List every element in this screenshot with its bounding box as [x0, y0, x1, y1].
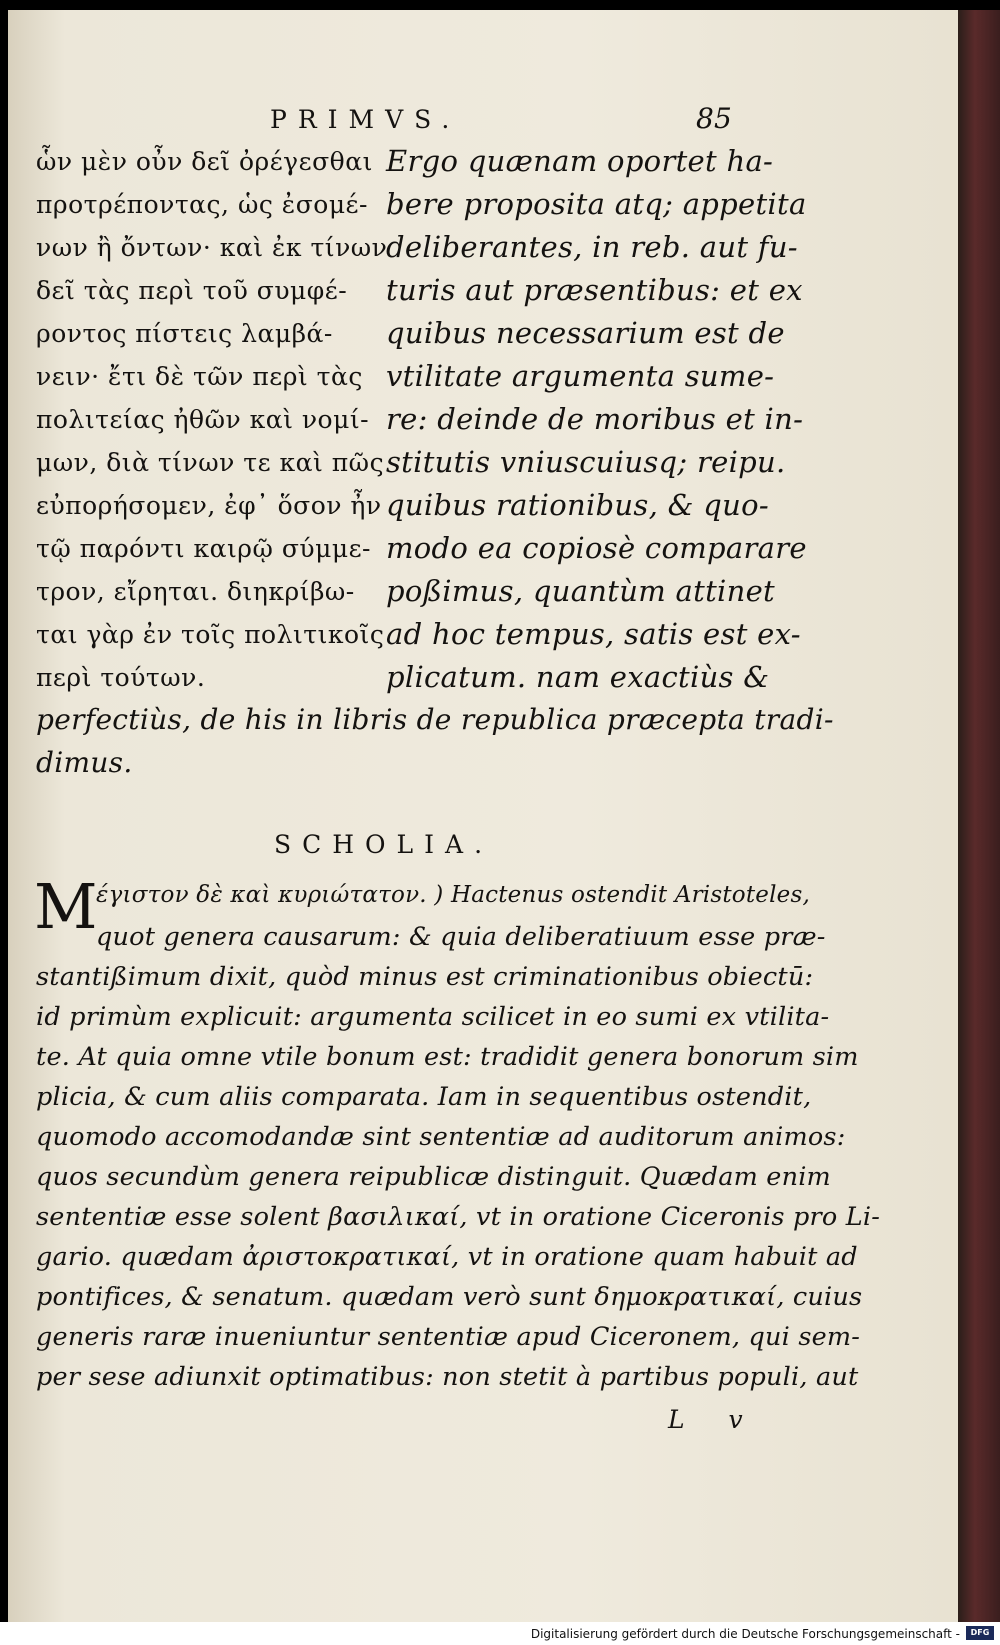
book-page [8, 10, 958, 1622]
greek-line: πολιτείας ἠθῶν καὶ νομί- [36, 405, 370, 434]
scholia-line: id primùm explicuit: argumenta scilicet in eo sumi ex vtilita- [36, 1002, 830, 1032]
scholia-line: pontifices, & senatum. quædam verò sunt δημοκρατικαί, cuius [36, 1282, 863, 1312]
drop-cap: M [34, 870, 98, 943]
greek-line: μων, διὰ τίνων τε καὶ πῶς [36, 448, 385, 477]
scholia-line: sententiæ esse solent βασιλικαί, vt in oratione Ciceronis pro Li- [36, 1202, 881, 1232]
greek-line: περὶ τούτων. [36, 663, 206, 692]
scholia-line: generis raræ inueniuntur sententiæ apud Ciceronem, qui sem- [36, 1322, 861, 1352]
page-number: 85 [696, 102, 733, 135]
latin-line: ad hoc tempus, satis est ex- [386, 617, 801, 651]
latin-line: quibus necessarium est de [386, 316, 785, 350]
scholia-line: έγιστον δὲ καὶ κυριώτατον. ) Hactenus ostendit Aristoteles, [96, 882, 810, 908]
latin-full-line: perfectiùs, de his in libris de republica præcepta tradi- [36, 703, 834, 736]
greek-line: τῷ παρόντι καιρῷ σύμμε- [36, 534, 371, 563]
footer-bar [0, 1622, 1000, 1645]
running-title: PRIMVS. [270, 105, 461, 134]
scholia-line: plicia, & cum aliis comparata. Iam in sequentibus ostendit, [36, 1082, 812, 1112]
latin-line: poßimus, quantùm attinet [386, 574, 775, 608]
latin-line: quibus rationibus, & quo- [386, 488, 769, 522]
latin-line: bere proposita atq; appetita [386, 187, 807, 221]
greek-line: νων ἢ ὄντων· καὶ ἐκ τίνων [36, 233, 388, 262]
page-edge [958, 10, 1000, 1622]
latin-line: turis aut præsentibus: et ex [386, 273, 803, 307]
latin-line: plicatum. nam exactiùs & [386, 660, 770, 694]
scholia-line: quos secundùm genera reipublicæ distinguit. Quædam enim [36, 1162, 831, 1192]
scholia-line: stantißimum dixit, quòd minus est criminationibus obiectū: [36, 962, 814, 992]
latin-line: modo ea copiosè comparare [386, 531, 807, 565]
scholia-line: per sese adiunxit optimatibus: non stetit à partibus populi, aut [36, 1362, 859, 1392]
latin-line: Ergo quænam oportet ha- [386, 144, 774, 178]
greek-line: νειν· ἔτι δὲ τῶν περὶ τὰς [36, 362, 363, 391]
scholia-line: quot genera causarum: & quia deliberatiuum esse præ- [96, 922, 826, 952]
latin-line: re: deinde de moribus et in- [386, 402, 804, 436]
latin-full-line: dimus. [36, 746, 133, 779]
scholia-line: quomodo accomodandæ sint sententiæ ad auditorum animos: [36, 1122, 846, 1152]
scholia-line: gario. quædam ἀριστοκρατικαί, vt in oratione quam habuit ad [36, 1242, 858, 1272]
greek-line: ὧν μὲν οὖν δεῖ ὀρέγεσθαι [36, 147, 373, 176]
scholia-heading: SCHOLIA. [274, 830, 494, 859]
latin-line: deliberantes, in reb. aut fu- [386, 230, 798, 264]
greek-line: προτρέποντας, ὡς ἐσομέ- [36, 190, 368, 219]
catchword: L v [668, 1405, 761, 1434]
latin-line: vtilitate argumenta sume- [386, 359, 775, 393]
greek-line: τρον, εἴρηται. διηκρίβω- [36, 577, 355, 606]
greek-line: ται γὰρ ἐν τοῖς πολιτικοῖς [36, 620, 385, 649]
dfg-logo: DFG [966, 1626, 994, 1640]
greek-line: δεῖ τὰς περὶ τοῦ συμφέ- [36, 276, 348, 305]
scholia-line: te. At quia omne vtile bonum est: tradidit genera bonorum sim [36, 1042, 859, 1072]
greek-line: ροντος πίστεις λαμβά- [36, 319, 333, 348]
funding-credit: Digitalisierung gefördert durch die Deutsche Forschungsgemeinschaft - [530, 1627, 960, 1641]
latin-line: stitutis vniuscuiusq; reipu. [386, 445, 786, 479]
greek-line: εὐπορήσομεν, ἐφ᾽ ὅσον ἦν [36, 491, 382, 520]
